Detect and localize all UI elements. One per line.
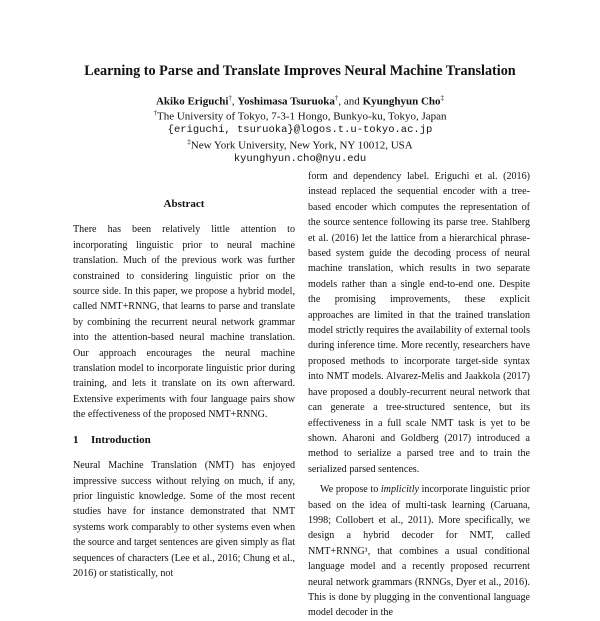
author-separator: , [231,95,238,108]
affiliation-mark: † [153,109,157,117]
author-separator: , and [338,95,363,108]
author-name: Akiko Eriguchi [155,95,229,108]
affiliation-text: New York University, New York, NY 10012, USA [190,139,413,152]
affiliation-text: The University of Tokyo, 7-3-1 Hongo, Bunkyo-ku, Tokyo, Japan [156,110,447,123]
abstract-heading: Abstract [163,198,205,210]
affiliation-2 [0,138,600,152]
abstract-text: There has been relatively little attention to incorporating linguistic prior to neural machine translation. Much of the previous work was further constrained to considering linguistic prior on the source side. In this paper, we propose a hybrid model, called NMT+RNNG, that learns to parse and translate by combining the recurrent neural network grammar into the attention-based neural machine translation. Our approach encourages the neural machine translation model to incorporate linguistic prior during training, and lets it translate on its own afterward. Extensive experiments with four language pairs show the effectiveness of the proposed NMT+RNNG. [73,224,295,421]
author-name: Kyunghyun Cho [362,95,441,108]
paragraph-text: incorporate linguistic prior based on the idea of multi-task learning (Caruana, 1998; Collobert et al., 2011). More specifically, we design a hybrid decoder for NMT, called NMT+RNNG¹, that combines a usual conditional language model and a recently proposed recurrent neural network grammars (RNNGs, Dyer et al., 2016). This is done by plugging in the conventional language model decoder in the [308,484,530,619]
author-affiliation-mark: † [228,94,232,102]
email-1: {eriguchi, tsuruoka}@logos.t.u-tokyo.ac.jp [167,124,433,136]
intro-paragraph: Neural Machine Translation (NMT) has enjoyed impressive success without relying on much, if any, prior linguistic knowledge. Some of the most recent studies have for instance demonstrated that NMT systems work comparably to other systems even when the source and target sentences are given simply as flat sequences of characters (Lee et al., 2016; Chung et al., 2016) or statistically, not [73,460,295,579]
email-2: kyunghyun.cho@nyu.edu [233,153,367,165]
right-column [308,169,530,621]
body-paragraph: form and dependency label. Eriguchi et al. (2016) instead replaced the sequential encoder with a tree-based encoder which computes the representation of the source sentence following its parse tree. Stahlberg et al. (2016) let the lattice from a hierarchical phrase-based system guide the decoding process of neural machine translation, which results in two separate models rather than a single end-to-end one. Despite the promising improvements, these explicit approaches are limited in that the trained translation model strictly requires the availability of external tools during inference time. More recently, researchers have proposed methods to incorporate target-side syntax into NMT models. Alvarez-Melis and Jaakkola (2017) have proposed a doubly-recurrent neural network that can generate a tree-structured sentence, but its effectiveness in a full scale NMT task is yet to be shown. Aharoni and Goldberg (2017) introduced a method to serialize a parsed tree and to train the serialized parsed sentences. [308,171,530,475]
author-list [0,94,600,108]
paper-title: Learning to Parse and Translate Improves Neural Machine Translation [84,63,516,79]
section-heading [73,433,295,448]
left-column [73,169,295,581]
author-name: Yoshimasa Tsuruoka [237,95,335,108]
section-number: 1 [73,433,79,446]
paragraph-text: We propose to [320,484,381,496]
author-affiliation-mark: ‡ [440,94,445,102]
author-affiliation-mark: † [334,94,339,102]
affiliation-mark: ‡ [187,138,191,146]
section-title: Introduction [91,433,151,446]
emphasized-word: implicitly [380,484,419,496]
affiliation-1 [0,109,600,123]
